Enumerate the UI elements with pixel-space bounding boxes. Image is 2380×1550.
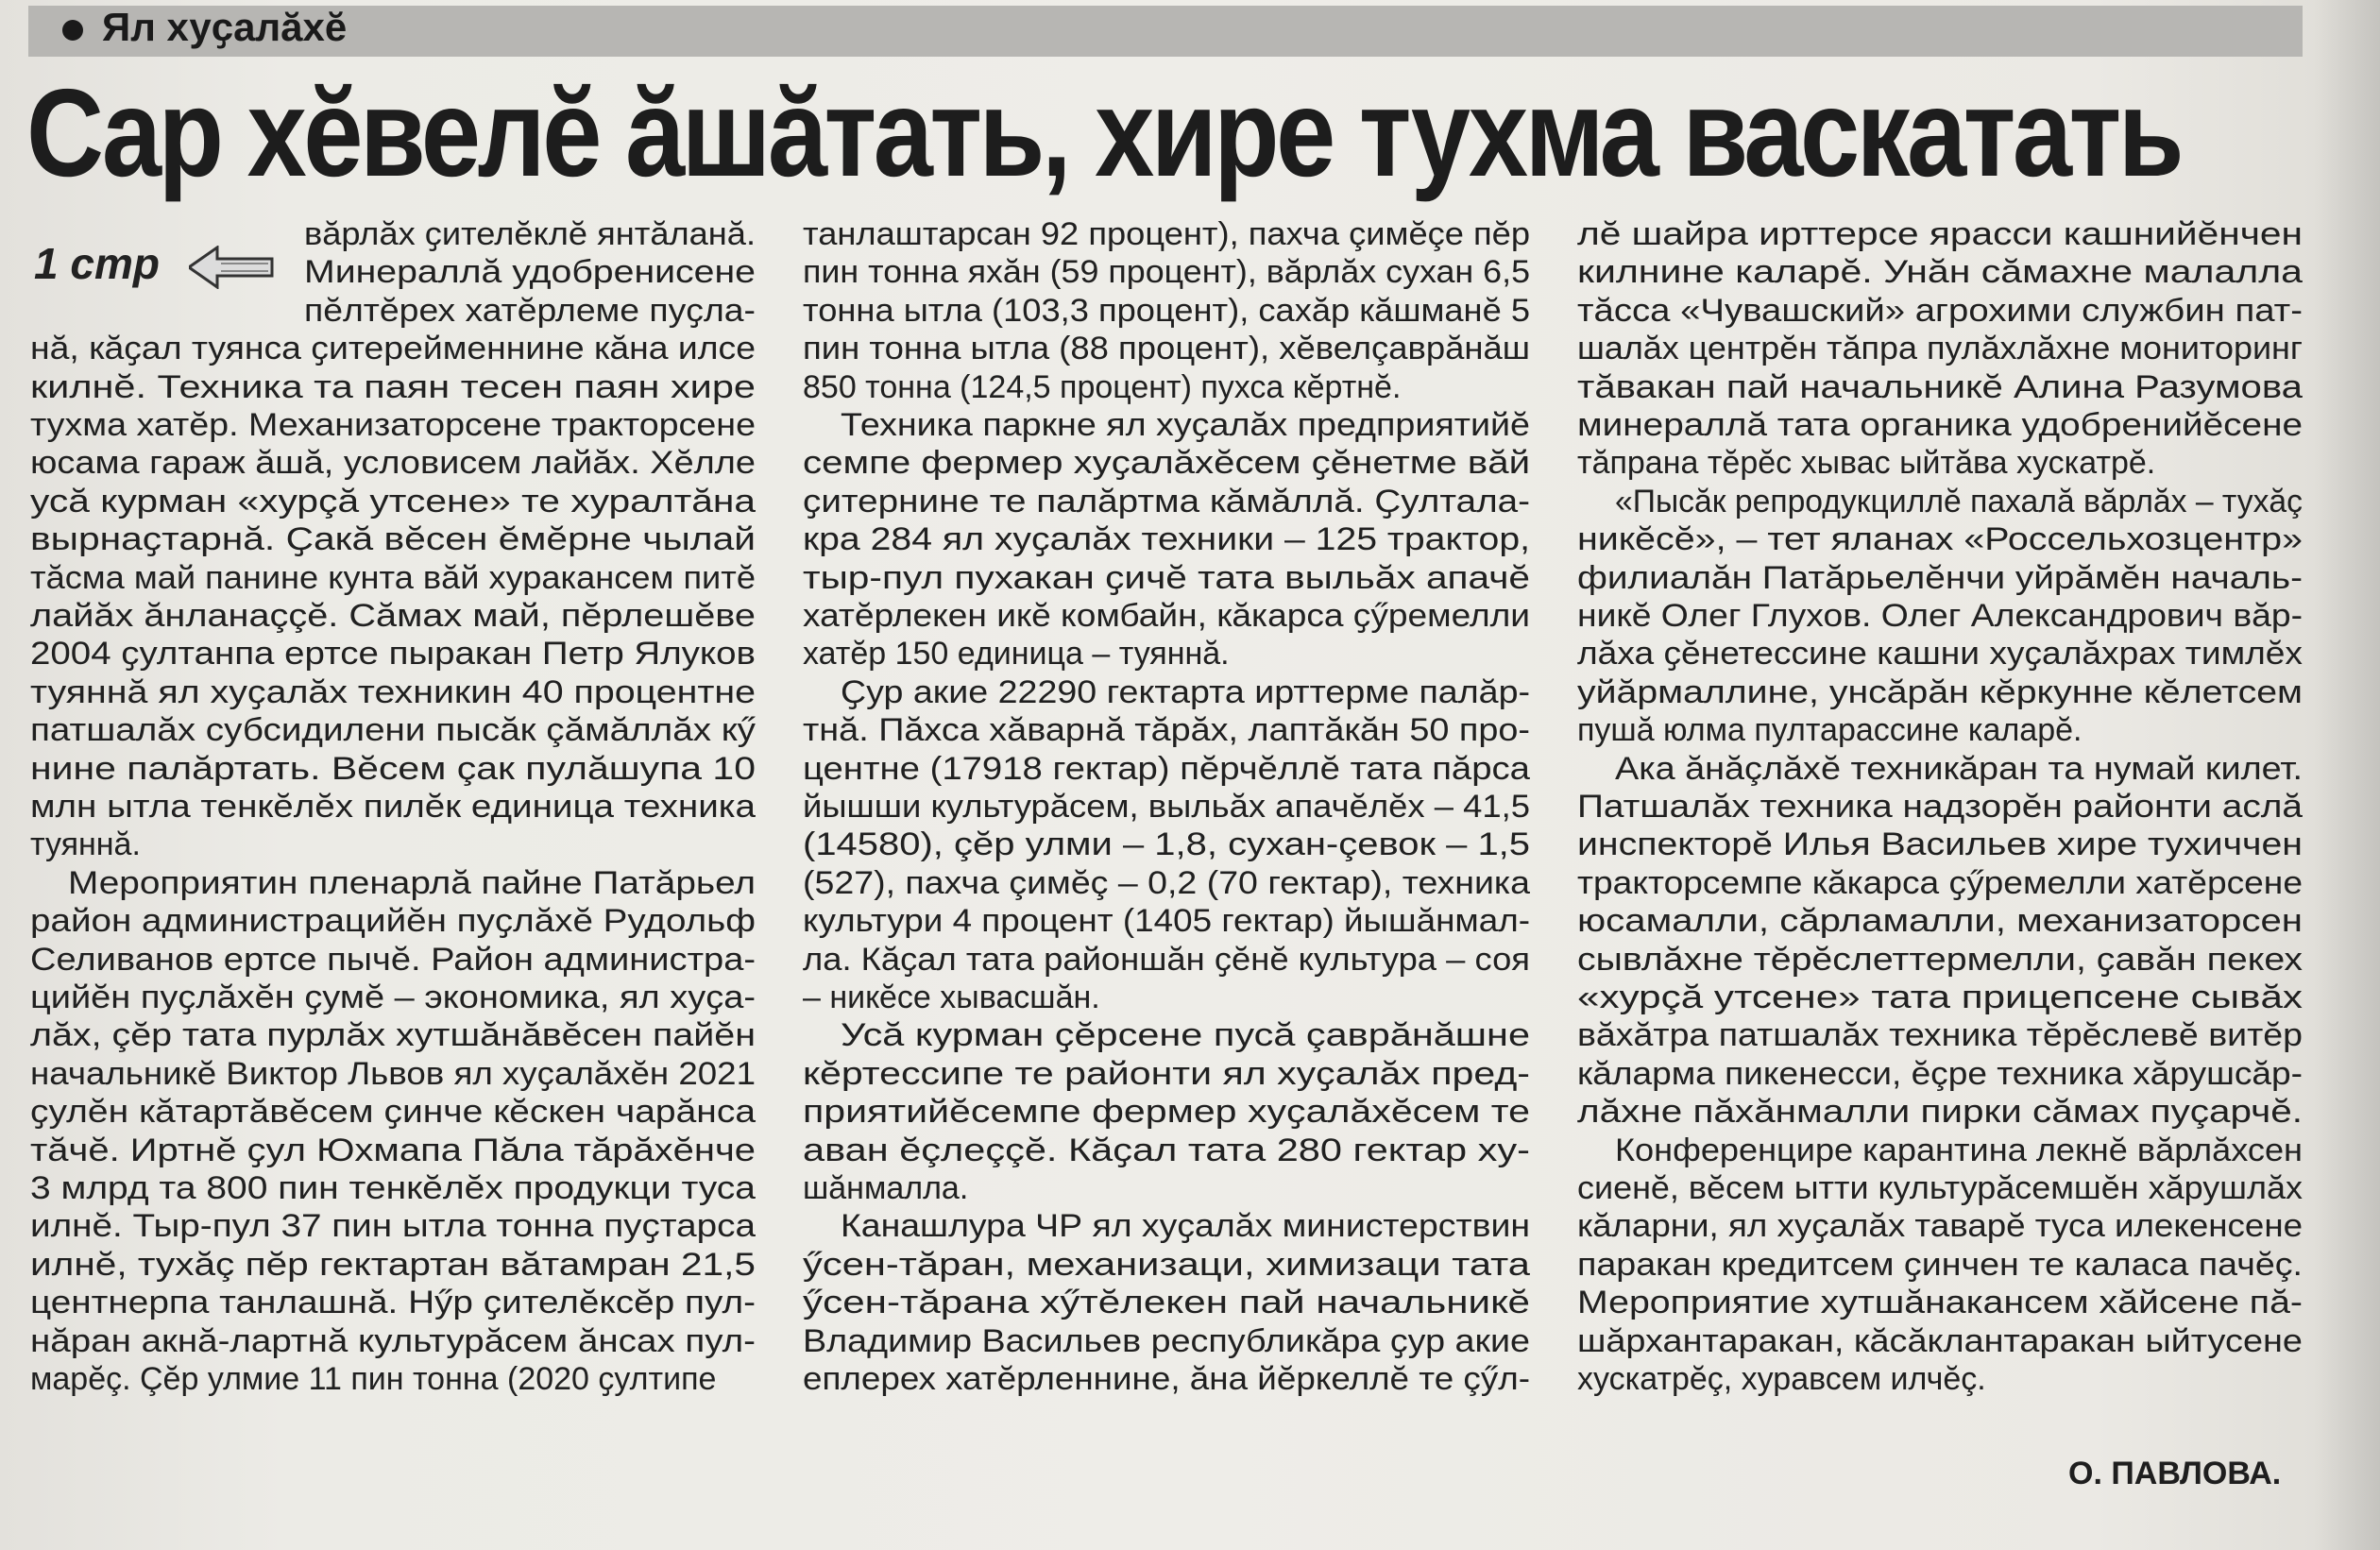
article-text-line: лăха ҫĕнетессине кашни хуҫалăхрах тимлĕх [1577,636,2304,673]
article-text-line: пин тонна ытла (88 процент), хĕвелçаврăнăш [803,331,1531,367]
article-text-line: вăрлăх ҫителĕклĕ янтăланă. [304,216,756,252]
article-text-line: лĕ шайра ирттерсе ярасси кашнийĕнчен [1577,216,2303,252]
article-text-line: культури 4 процент (1405 гектар) йышăнмал- [803,903,1531,940]
article-text-line: тнă. Пăхса хăварнă тăрăх, лаптăкăн 50 про- [803,712,1530,749]
article-text-line: илнĕ, тухăç пĕр гектартан вăтамран 21,5 [30,1246,756,1283]
article-text-line: никĕсĕ», – тет яланах «Россельхозцентр» [1577,521,2304,558]
article-text-line: центне (17918 гектар) пĕрчĕллĕ тата пăрса [803,750,1530,787]
page-reference: 1 стр [34,239,160,288]
article-text-line: нă, кăҫал туянса ҫитерейменнине кăна илсе [30,331,756,367]
article-text-line: марĕç. Çĕр улмие 11 пин тонна (2020 ҫултипе [30,1361,717,1397]
article-text-line: Ҫур акие 22290 гектарта ирттерме палăр- [841,673,1531,710]
article-text-line: пĕлтĕрех хатĕрлеме пуҫла- [304,292,756,329]
article-text-line: минераллă тата органика удобренийĕсене [1577,407,2304,443]
article-text-line: инспекторĕ Илья Васильев хире тухиччен [1577,826,2303,863]
bullet-icon [62,20,83,41]
article-text-line: сиенĕ, вĕсем ытти культурăсемшĕн хăрушлăх [1577,1170,2303,1206]
article-text-line: йышши культурăсем, выльăх апачĕлĕх – 41,5 [803,789,1531,825]
article-text-line: тăсса «Чувашский» агрохими службин пат- [1577,292,2303,329]
author-byline: О. ПАВЛОВА. [2068,1456,2282,1491]
article-text-line: начальникĕ Виктор Львов ял хуҫалăхĕн 2021 [30,1055,756,1092]
article-text-line: Канашлура ЧР ял хуҫалăх министерствин [841,1208,1531,1245]
article-text-line: тăсма май панине кунта вăй хуракансем питĕ [30,559,756,596]
article-text-line: приятийĕсемпе фермер хуҫалăхĕсем те [803,1094,1530,1131]
article-text-line: танлаштарсан 92 процент), пахча çимĕçе пĕр [803,216,1531,252]
article-text-line: пин тонна яхăн (59 процент), вăрлăх сухан 6,5 [803,254,1531,291]
article-text-line: тыр-пул пухакан ҫичĕ тата выльăх апачĕ [803,559,1531,596]
article-text-line: Усă курман ҫĕрсене пусă çаврăнăшне [841,1017,1531,1054]
article-text-line: район администрацийĕн пуҫлăхĕ Рудольф [30,903,756,940]
article-text-line: аван ĕçлеççĕ. Кăҫал тата 280 гектар ху- [803,1132,1530,1168]
article-text-line: юсама гараж ăшă, условисем лайăх. Хĕлле [30,445,756,482]
article-text-line: (527), пахча çимĕç – 0,2 (70 гектар), техника [803,864,1531,901]
article-text-line: тăвакан пай начальникĕ Алина Разумова [1577,368,2304,405]
article-text-line: илнĕ. Тыр-пул 37 пин ытла тонна пуҫтарса [30,1208,756,1245]
article-text-line: тăчĕ. Иртнĕ ҫул Юхмапа Пăла тăрăхĕнче [30,1132,756,1168]
article-text-line: туяннă ял хуҫалăх техникин 40 процентне [30,673,756,710]
article-text-line: шăнмалла. [803,1170,969,1206]
article-text-line: ӳсен-тăран, механизаци, химизаци тата [803,1246,1530,1283]
article-text-line: килнĕ. Техника та паян тесен паян хире [30,368,756,405]
arrow-left-icon [189,246,274,289]
article-text-line: 850 тонна (124,5 процент) пухса кĕртнĕ. [803,368,1402,405]
article-text-line: тонна ытла (103,3 процент), сахăр кăшманĕ 5 [803,292,1531,329]
article-text-line: филиалăн Патăрьелĕнчи уйрăмĕн началь- [1577,559,2304,596]
article-text-line: Мероприятие хутшăнакансем хăйсене пă- [1577,1285,2303,1321]
article-text-line: вăхăтра патшалăх техника тĕрĕслевĕ витĕр [1577,1017,2303,1054]
article-text-line: центнерпа танлашнă. Нӳр ҫителĕксĕр пул- [30,1285,756,1321]
article-text-line: нăран акнă-лартнă культурăсем ăнсах пул- [30,1322,756,1359]
article-text-line: ҫулĕн кăтартăвĕсем ҫинче кĕскен чарăнса [30,1094,756,1131]
article-text-line: лăхне пăхăнмалли пирки сăмах пуçарчĕ. [1577,1094,2304,1131]
article-text-line: Владимир Васильев республикăра ҫур акие [803,1322,1531,1359]
article-text-line: кăларни, ял хуҫалăх таварĕ туса илекенсене [1577,1208,2304,1245]
article-text-line: Патшалăх техника надзорĕн районти аслă [1577,789,2303,825]
article-text-line: лайăх ăнланаççĕ. Сăмах май, пĕрлешĕве [30,598,756,634]
article-text-line: 2004 ҫултанпа ертсе пыракан Петр Ялуков [30,636,756,673]
article-text-line: ҫитернине те палăртма кăмăллă. Ҫултала- [803,483,1531,520]
article-text-line: – никĕсе хывасшăн. [803,979,1100,1015]
article-text-line: туяннă. [30,826,141,863]
article-text-line: паракан кредитсем ҫинчен те каласа пачĕç. [1577,1246,2304,1283]
article-text-line: тухма хатĕр. Механизаторсене тракторсене [30,407,756,443]
article-text-line: «Пысăк репродукциллĕ пахалă вăрлăх – тухăç [1615,483,2304,520]
article-text-line: шалăх центрĕн тăпра пулăхлăхне мониторинг [1577,331,2304,367]
article-text-line: сывлăхне тĕрĕслеттермелли, ҫавăн пекех [1577,941,2304,978]
article-text-line: юсамалли, сăрламалли, механизаторсен [1577,903,2303,940]
article-text-line: семпе фермер хуҫалăхĕсем ҫĕнетме вăй [803,445,1531,482]
article-text-line: (14580), çĕр улми – 1,8, сухан-çевок – 1,5 [803,826,1531,863]
article-text-line: Селиванов ертсе пычĕ. Район администра- [30,941,756,978]
article-text-line: Конференцире карантина лекнĕ вăрлăхсен [1615,1132,2303,1168]
article-text-line: вырнаҫтарнă. Ҫакă вĕсен ĕмĕрне чылай [30,521,756,558]
article-text-line: цийĕн пуҫлăхĕн ҫумĕ – экономика, ял хуҫа- [30,979,756,1015]
article-text-line: лăх, çĕр тата пурлăх хутшăнăвĕсен пайĕн [30,1017,756,1054]
rubric-bar [28,6,2303,57]
page-edge-shadow [2314,0,2380,1550]
article-text-line: никĕ Олег Глухов. Олег Александрович вăр- [1577,598,2303,634]
article-text-line: еплерех хатĕрленнине, ăна йĕркеллĕ те çӳл- [803,1361,1530,1397]
article-text-line: кĕртессипе те районти ял хуҫалăх пред- [803,1055,1531,1092]
article-text-line: хатĕрлекен икĕ комбайн, кăкарса ҫӳремелли [803,598,1530,634]
article-text-line: кăларма пикенесси, ĕçре техника хăрушсăр- [1577,1055,2303,1092]
article-text-line: хускатрĕç, хуравсем илчĕç. [1577,1361,1986,1397]
article-headline: Сар хĕвелĕ ăшăтать, хире тухма васкатать [26,63,2182,202]
article-text-line: тăпрана тĕрĕс хывас ыйтăва хускатрĕ. [1577,445,2156,482]
article-text-line: нине палăртать. Вĕсем çак пулăшупа 10 [30,750,756,787]
article-text-line: уйăрмаллине, унсăрăн кĕркунне кĕлетсем [1577,673,2304,710]
article-text-line: килнине каларĕ. Унăн сăмахне малалла [1577,254,2303,291]
article-text-line: пушă юлма пултарассине каларĕ. [1577,712,2082,749]
article-text-line: патшалăх субсидилени пысăк çăмăллăх кӳ [30,712,756,749]
article-text-line: ӳсен-тăрана хӳтĕлекен пай начальникĕ [803,1285,1531,1321]
article-text-line: хатĕр 150 единица – туяннă. [803,636,1230,673]
article-text-line: Минераллă удобренисене [304,254,756,291]
article-text-line: ла. Кăҫал тата районшăн ҫĕнĕ культура – соя [803,941,1531,978]
article-text-line: тракторсемпе кăкарса ҫӳремелли хатĕрсене [1577,864,2303,901]
article-text-line: Ака ăнăçлăхĕ техникăран та нумай килет. [1615,750,2304,787]
article-text-line: млн ытла тенкĕлĕх пилĕк единица техника [30,789,756,825]
article-text-line: усă курман «хурçă утсене» те хуралтăна [30,483,756,520]
article-text-line: кра 284 ял хуҫалăх техники – 125 трактор, [803,521,1531,558]
article-text-line: Техника паркне ял хуҫалăх предприятийĕ [841,407,1531,443]
article-text-line: 3 млрд та 800 пин тенкĕлĕх продукци туса [30,1170,756,1206]
article-text-line: «хурçă утсене» тата прицепсене сывăх [1577,979,2304,1015]
article-text-line: Мероприятин пленарлă пайне Патăрьел [68,864,756,901]
rubric-label: Ял хуҫалăхĕ [102,5,348,49]
article-text-line: шăрхантаракан, кăсăклантаракан ыйтусене [1577,1322,2303,1359]
